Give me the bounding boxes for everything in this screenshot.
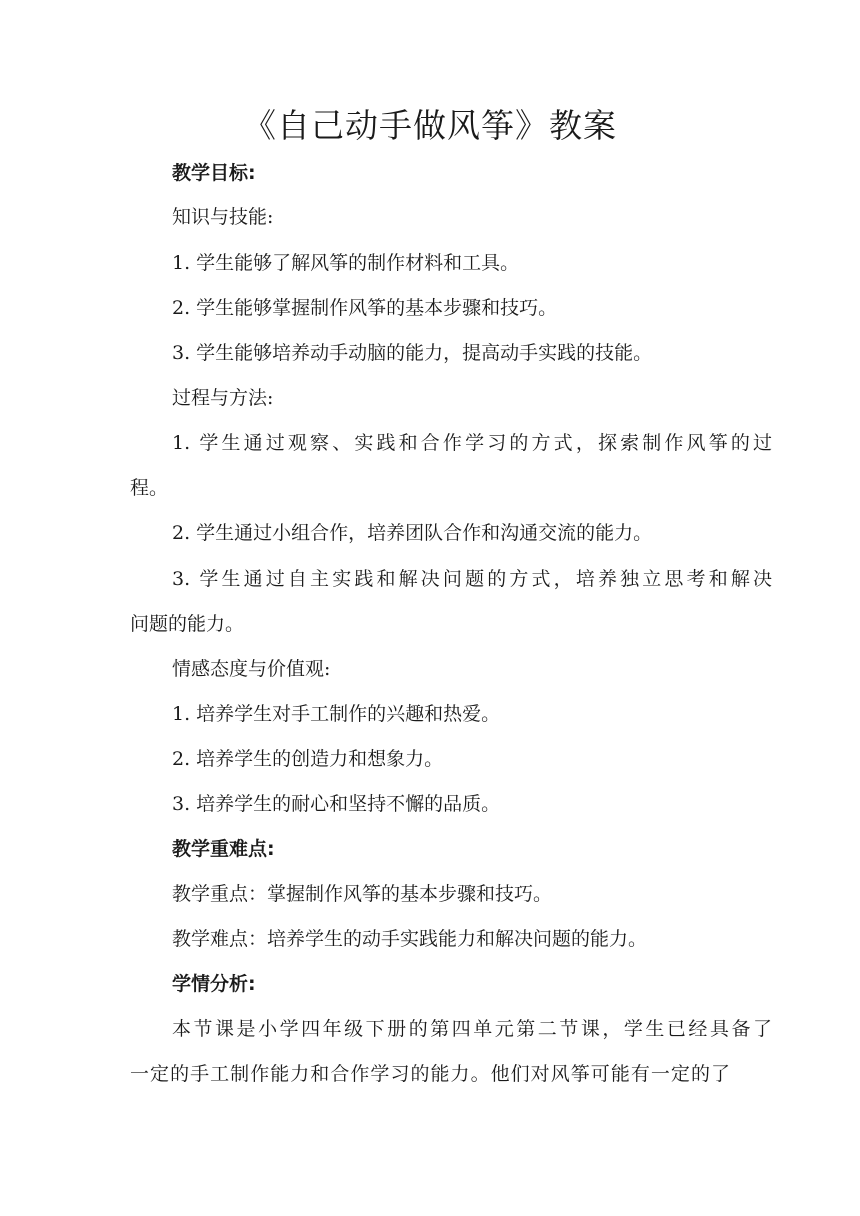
key-point: 教学重点：掌握制作风筝的基本步骤和技巧。 — [172, 883, 553, 905]
process-item-2: 2. 学生通过小组合作，培养团队合作和沟通交流的能力。 — [172, 522, 653, 544]
attitude-label: 情感态度与价值观: — [172, 658, 331, 680]
knowledge-item-1: 1. 学生能够了解风筝的制作材料和工具。 — [172, 252, 520, 274]
process-item-1-line-2: 程。 — [130, 477, 169, 499]
difficult-point: 教学难点：培养学生的动手实践能力和解决问题的能力。 — [172, 928, 648, 950]
objectives-heading: 教学目标: — [172, 162, 256, 184]
process-label: 过程与方法: — [172, 387, 274, 409]
keypoints-heading: 教学重难点: — [172, 838, 275, 860]
process-item-3-line-1: 3. 学生通过自主实践和解决问题的方式，培养独立思考和解决 — [172, 568, 772, 590]
knowledge-item-3: 3. 学生能够培养动手动脑的能力，提高动手实践的技能。 — [172, 342, 653, 364]
knowledge-label: 知识与技能: — [172, 206, 274, 228]
attitude-item-3: 3. 培养学生的耐心和坚持不懈的品质。 — [172, 793, 501, 815]
knowledge-item-2: 2. 学生能够掌握制作风筝的基本步骤和技巧。 — [172, 297, 558, 319]
process-item-1-line-1: 1. 学生通过观察、实践和合作学习的方式，探索制作风筝的过 — [172, 432, 772, 454]
attitude-item-2: 2. 培养学生的创造力和想象力。 — [172, 748, 444, 770]
analysis-line-1: 本节课是小学四年级下册的第四单元第二节课，学生已经具备了 — [172, 1018, 772, 1040]
analysis-heading: 学情分析: — [172, 973, 256, 995]
document-title: 《自己动手做风筝》教案 — [243, 106, 617, 145]
attitude-item-1: 1. 培养学生对手工制作的兴趣和热爱。 — [172, 703, 501, 725]
process-item-3-line-2: 问题的能力。 — [130, 613, 245, 635]
analysis-line-2: 一定的手工制作能力和合作学习的能力。他们对风筝可能有一定的了 — [130, 1063, 730, 1085]
